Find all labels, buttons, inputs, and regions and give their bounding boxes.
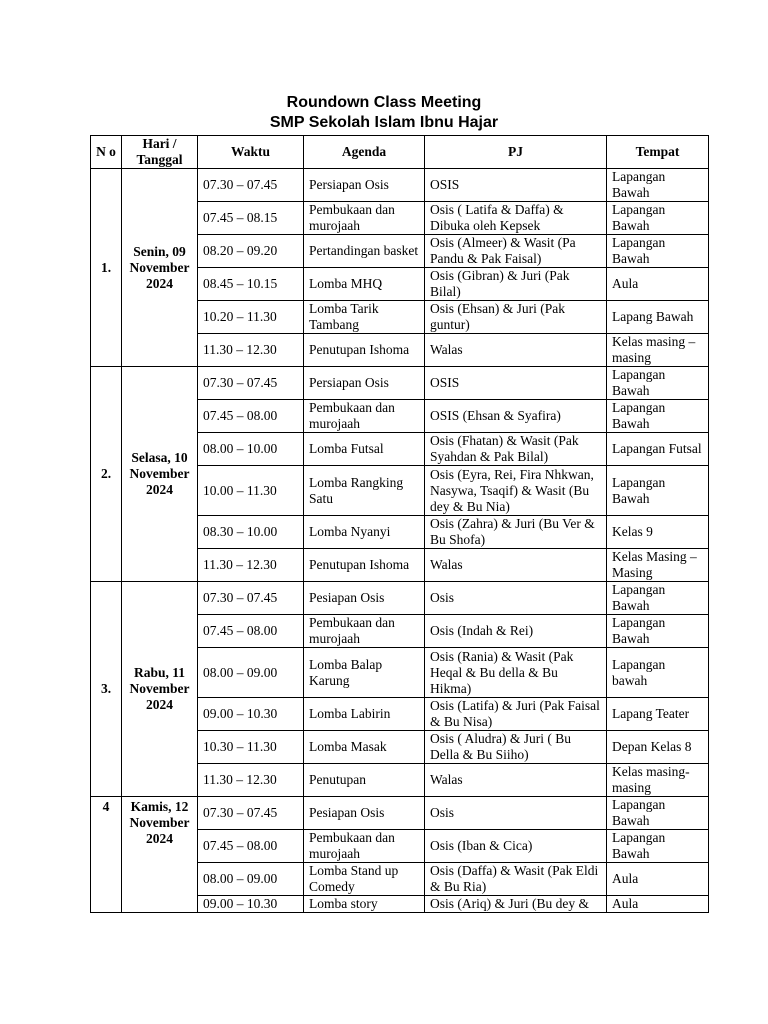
header-tempat: Tempat <box>607 136 709 169</box>
cell-agenda: Penutupan Ishoma <box>304 549 425 582</box>
cell-pj: Osis (Ariq) & Juri (Bu dey & <box>425 896 607 913</box>
cell-agenda: Pesiapan Osis <box>304 582 425 615</box>
cell-tempat: Lapangan Bawah <box>607 830 709 863</box>
cell-pj: Osis (Eyra, Rei, Fira Nhkwan, Nasywa, Tsaqif) & Wasit (Bu dey & Bu Nia) <box>425 466 607 516</box>
header-hari: Hari / Tanggal <box>122 136 198 169</box>
table-row <box>91 367 709 400</box>
cell-agenda: Lomba Rangking Satu <box>304 466 425 516</box>
cell-pj: Osis (Indah & Rei) <box>425 615 607 648</box>
cell-tempat: Kelas masing – masing <box>607 334 709 367</box>
cell-pj: Osis (Fhatan) & Wasit (Pak Syahdan & Pak Bilal) <box>425 433 607 466</box>
cell-pj: Osis (Gibran) & Juri (Pak Bilal) <box>425 268 607 301</box>
cell-waktu: 08.30 – 10.00 <box>198 516 304 549</box>
cell-pj: Osis ( Latifa & Daffa) & Dibuka oleh Kepsek <box>425 202 607 235</box>
day-number: 2. <box>91 367 122 582</box>
cell-waktu: 11.30 – 12.30 <box>198 764 304 797</box>
cell-agenda: Pembukaan dan murojaah <box>304 400 425 433</box>
table-row <box>91 797 709 830</box>
cell-waktu: 07.45 – 08.15 <box>198 202 304 235</box>
day-date: Rabu, 11 November 2024 <box>122 582 198 797</box>
cell-pj: Osis <box>425 797 607 830</box>
table-header-row <box>91 136 709 169</box>
day-number: 1. <box>91 169 122 367</box>
cell-agenda: Pesiapan Osis <box>304 797 425 830</box>
cell-tempat: Lapangan bawah <box>607 648 709 698</box>
cell-agenda: Lomba Labirin <box>304 698 425 731</box>
day-number: 3. <box>91 582 122 797</box>
cell-waktu: 07.45 – 08.00 <box>198 400 304 433</box>
cell-pj: Walas <box>425 334 607 367</box>
cell-agenda: Pertandingan basket <box>304 235 425 268</box>
cell-pj: Osis <box>425 582 607 615</box>
cell-waktu: 11.30 – 12.30 <box>198 549 304 582</box>
cell-tempat: Lapangan Bawah <box>607 202 709 235</box>
day-date: Senin, 09 November 2024 <box>122 169 198 367</box>
header-no: N o <box>91 136 122 169</box>
cell-pj: Walas <box>425 764 607 797</box>
header-agenda: Agenda <box>304 136 425 169</box>
cell-pj: Osis ( Aludra) & Juri ( Bu Della & Bu Siiho) <box>425 731 607 764</box>
cell-waktu: 09.00 – 10.30 <box>198 896 304 913</box>
table-row <box>91 582 709 615</box>
cell-agenda: Lomba Stand up Comedy <box>304 863 425 896</box>
cell-waktu: 07.30 – 07.45 <box>198 367 304 400</box>
cell-pj: Osis (Daffa) & Wasit (Pak Eldi & Bu Ria) <box>425 863 607 896</box>
day-date: Selasa, 10 November 2024 <box>122 367 198 582</box>
cell-pj: OSIS <box>425 367 607 400</box>
cell-pj: OSIS <box>425 169 607 202</box>
header-waktu: Waktu <box>198 136 304 169</box>
cell-pj: Walas <box>425 549 607 582</box>
cell-agenda: Pembukaan dan murojaah <box>304 202 425 235</box>
cell-agenda: Lomba story <box>304 896 425 913</box>
cell-tempat: Lapangan Bawah <box>607 169 709 202</box>
cell-waktu: 09.00 – 10.30 <box>198 698 304 731</box>
cell-agenda: Lomba Nyanyi <box>304 516 425 549</box>
cell-waktu: 08.45 – 10.15 <box>198 268 304 301</box>
cell-waktu: 07.30 – 07.45 <box>198 169 304 202</box>
cell-tempat: Lapangan Bawah <box>607 615 709 648</box>
schedule-table <box>90 135 709 913</box>
cell-tempat: Lapangan Bawah <box>607 367 709 400</box>
cell-agenda: Pembukaan dan murojaah <box>304 830 425 863</box>
cell-pj: Osis (Iban & Cica) <box>425 830 607 863</box>
cell-pj: Osis (Almeer) & Wasit (Pa Pandu & Pak Faisal) <box>425 235 607 268</box>
cell-agenda: Lomba Masak <box>304 731 425 764</box>
cell-agenda: Persiapan Osis <box>304 169 425 202</box>
cell-tempat: Kelas Masing – Masing <box>607 549 709 582</box>
title-line-1: Roundown Class Meeting <box>286 94 482 111</box>
cell-waktu: 10.00 – 11.30 <box>198 466 304 516</box>
cell-tempat: Kelas masing-masing <box>607 764 709 797</box>
cell-waktu: 07.30 – 07.45 <box>198 582 304 615</box>
cell-waktu: 08.00 – 09.00 <box>198 648 304 698</box>
day-date: Kamis, 12 November 2024 <box>122 797 198 913</box>
cell-tempat: Lapangan Bawah <box>607 466 709 516</box>
cell-tempat: Aula <box>607 268 709 301</box>
cell-waktu: 10.20 – 11.30 <box>198 301 304 334</box>
cell-tempat: Lapangan Bawah <box>607 797 709 830</box>
title-line-2: SMP Sekolah Islam Ibnu Hajar <box>269 114 499 131</box>
cell-pj: Osis (Rania) & Wasit (Pak Heqal & Bu della & Bu Hikma) <box>425 648 607 698</box>
page-title <box>0 93 768 133</box>
cell-tempat: Aula <box>607 863 709 896</box>
cell-waktu: 08.00 – 10.00 <box>198 433 304 466</box>
cell-waktu: 08.00 – 09.00 <box>198 863 304 896</box>
cell-waktu: 11.30 – 12.30 <box>198 334 304 367</box>
cell-agenda: Penutupan <box>304 764 425 797</box>
cell-agenda: Persiapan Osis <box>304 367 425 400</box>
cell-pj: OSIS (Ehsan & Syafira) <box>425 400 607 433</box>
cell-agenda: Penutupan Ishoma <box>304 334 425 367</box>
cell-waktu: 07.45 – 08.00 <box>198 615 304 648</box>
cell-agenda: Lomba MHQ <box>304 268 425 301</box>
schedule-body <box>91 169 709 913</box>
cell-tempat: Aula <box>607 896 709 913</box>
day-number: 4 <box>91 797 122 913</box>
cell-agenda: Lomba Tarik Tambang <box>304 301 425 334</box>
cell-agenda: Pembukaan dan murojaah <box>304 615 425 648</box>
cell-tempat: Lapangan Bawah <box>607 582 709 615</box>
cell-tempat: Kelas 9 <box>607 516 709 549</box>
cell-waktu: 07.45 – 08.00 <box>198 830 304 863</box>
cell-tempat: Depan Kelas 8 <box>607 731 709 764</box>
cell-agenda: Lomba Futsal <box>304 433 425 466</box>
header-pj: PJ <box>425 136 607 169</box>
cell-tempat: Lapangan Bawah <box>607 235 709 268</box>
table-row <box>91 169 709 202</box>
cell-waktu: 07.30 – 07.45 <box>198 797 304 830</box>
cell-tempat: Lapang Bawah <box>607 301 709 334</box>
cell-agenda: Lomba Balap Karung <box>304 648 425 698</box>
cell-tempat: Lapangan Bawah <box>607 400 709 433</box>
cell-waktu: 10.30 – 11.30 <box>198 731 304 764</box>
cell-pj: Osis (Ehsan) & Juri (Pak guntur) <box>425 301 607 334</box>
cell-pj: Osis (Zahra) & Juri (Bu Ver & Bu Shofa) <box>425 516 607 549</box>
cell-tempat: Lapang Teater <box>607 698 709 731</box>
cell-waktu: 08.20 – 09.20 <box>198 235 304 268</box>
cell-pj: Osis (Latifa) & Juri (Pak Faisal & Bu Nisa) <box>425 698 607 731</box>
cell-tempat: Lapangan Futsal <box>607 433 709 466</box>
